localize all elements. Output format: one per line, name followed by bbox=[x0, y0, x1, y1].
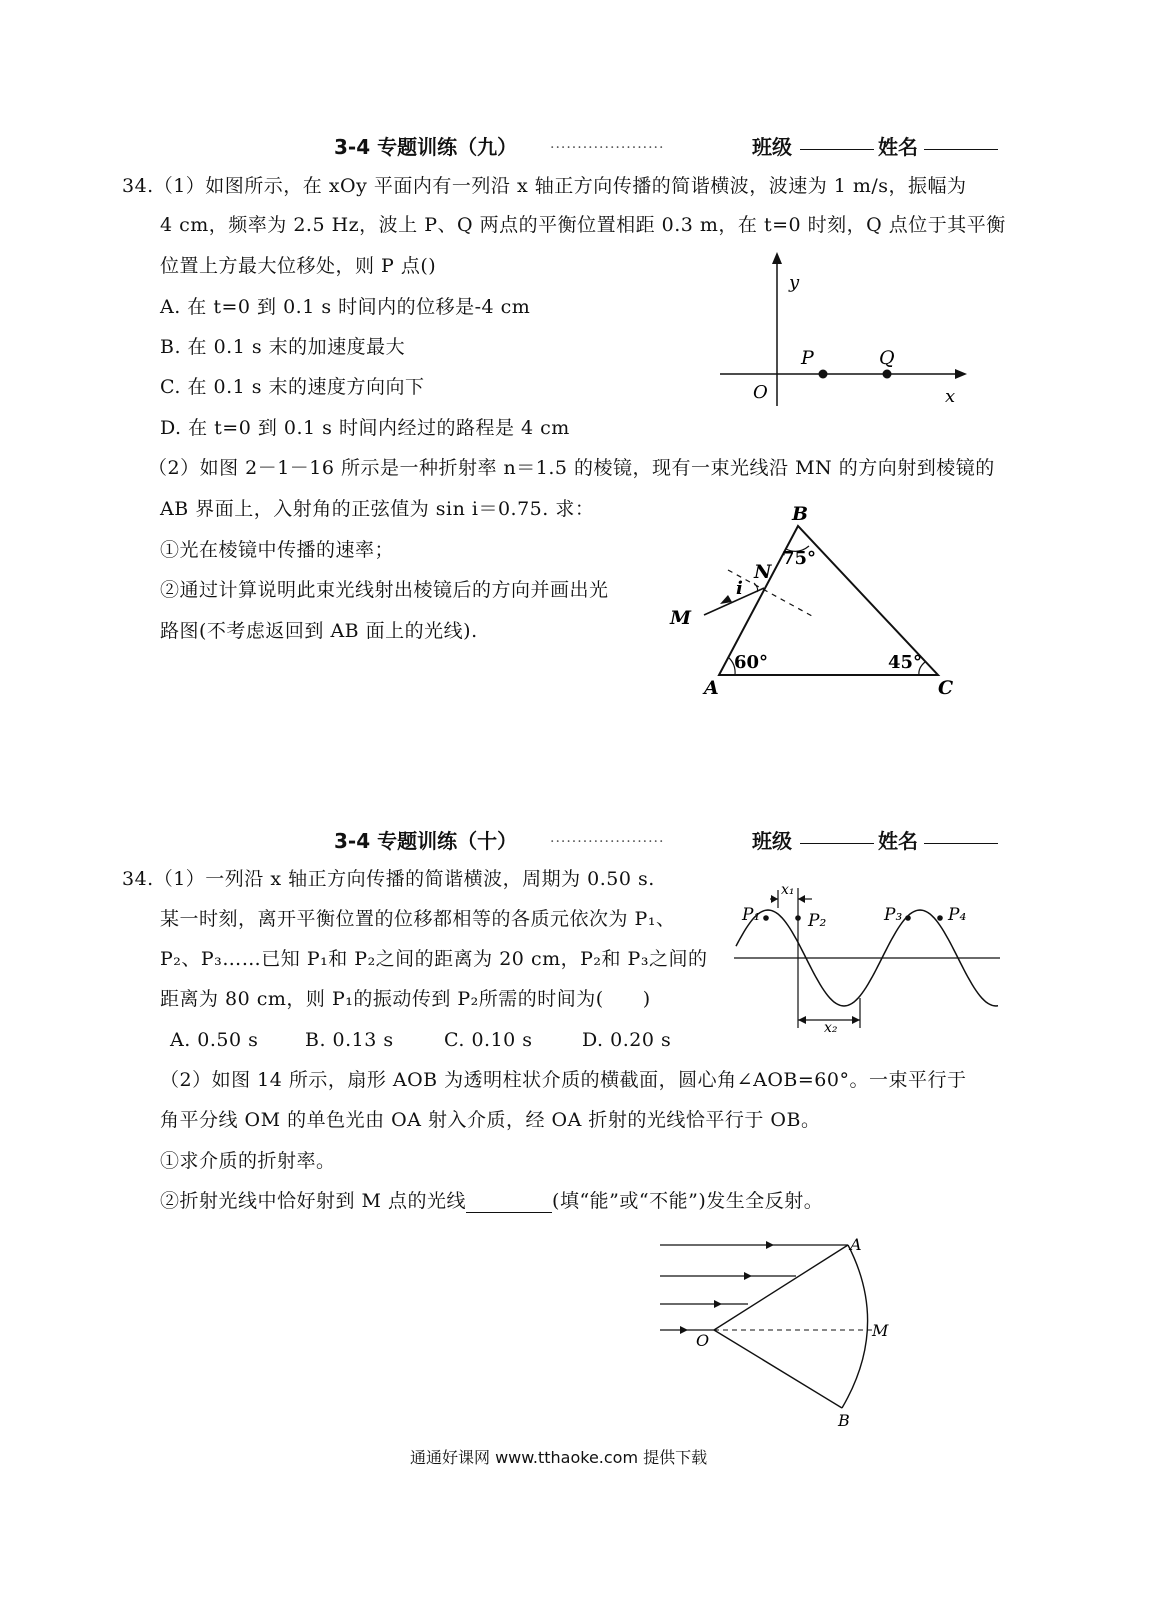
sector-o-label: O bbox=[696, 1331, 710, 1350]
s2-q1-line: 34.（1）一列沿 x 轴正方向传播的简谐横波，周期为 0.50 s. bbox=[122, 868, 655, 890]
s1-q1-option-c: C. 在 0.1 s 末的速度方向向下 bbox=[160, 376, 425, 398]
s2-q1-option-b: B. 0.13 s bbox=[305, 1029, 394, 1051]
s1-q1-line: 34.（1）如图所示，在 xOy 平面内有一列沿 x 轴正方向传播的简谐横波，波速为 1 m/s，振幅为 bbox=[122, 175, 967, 197]
x-axis-label: x bbox=[945, 386, 956, 407]
x2-label: x₂ bbox=[824, 1020, 838, 1032]
p2-label: P₂ bbox=[808, 911, 827, 931]
point-q bbox=[883, 370, 892, 379]
s2-q1-option-d: D. 0.20 s bbox=[582, 1029, 672, 1051]
section1-class-blank[interactable] bbox=[800, 131, 874, 150]
section1-name-label: 姓名 bbox=[878, 135, 918, 159]
s2-q2-last-prefix: ②折射光线中恰好射到 M 点的光线 bbox=[160, 1190, 467, 1212]
vertex-a-label: A bbox=[704, 677, 719, 699]
x1-label: x₁ bbox=[781, 882, 795, 898]
prism-figure bbox=[662, 498, 972, 703]
s2-q1-option-c: C. 0.10 s bbox=[444, 1029, 533, 1051]
vertex-b-label: B bbox=[792, 503, 809, 525]
sine-wave-figure bbox=[730, 882, 1005, 1032]
q-label: Q bbox=[879, 347, 895, 369]
origin-label: O bbox=[753, 382, 768, 403]
vertex-c-label: C bbox=[938, 677, 954, 699]
section1-title: 3-4 专题训练（九） bbox=[334, 135, 518, 159]
s1-q1-option-d: D. 在 t=0 到 0.1 s 时间内经过的路程是 4 cm bbox=[160, 417, 570, 439]
angle-i-label: i bbox=[736, 578, 743, 599]
section1-class-label: 班级 bbox=[752, 135, 792, 159]
p3-label: P₃ bbox=[884, 905, 903, 925]
s2-q2-last-line bbox=[160, 1189, 823, 1213]
s1-q2-line: ①光在棱镜中传播的速率； bbox=[160, 539, 395, 561]
section2-class-label: 班级 bbox=[752, 829, 792, 853]
section2-title: 3-4 专题训练（十） bbox=[334, 829, 518, 853]
s2-q2-line: （2）如图 14 所示，扇形 AOB 为透明柱状介质的横截面，圆心角∠AOB=60°。一束平行于 bbox=[160, 1069, 967, 1091]
s1-q2-line: ②通过计算说明此束光线射出棱镜后的方向并画出光 bbox=[160, 579, 609, 601]
s1-q1-option-a: A. 在 t=0 到 0.1 s 时间内的位移是-4 cm bbox=[160, 296, 531, 318]
s1-q2-line: 路图(不考虑返回到 AB 面上的光线). bbox=[160, 620, 478, 642]
s2-q1-line: P₂、P₃……已知 P₁和 P₂之间的距离为 20 cm，P₂和 P₃之间的 bbox=[160, 948, 708, 970]
sector-a-label: A bbox=[850, 1235, 862, 1254]
point-p bbox=[819, 370, 828, 379]
s2-q1-line: 某一时刻，离开平衡位置的位移都相等的各质元依次为 P₁、 bbox=[160, 908, 676, 930]
section1-name-blank[interactable] bbox=[924, 131, 998, 150]
wave-axes-figure bbox=[715, 248, 975, 408]
sector-b-label: B bbox=[838, 1411, 850, 1430]
angle-a-label: 60° bbox=[734, 652, 769, 673]
footer-text: 通通好课网 www.tthaoke.com 提供下载 bbox=[410, 1448, 708, 1467]
s2-q1-line: 距离为 80 cm，则 P₁的振动传到 P₂所需的时间为( ) bbox=[160, 988, 651, 1010]
section2-name-label: 姓名 bbox=[878, 829, 918, 853]
section2-name-blank[interactable] bbox=[924, 825, 998, 844]
angle-c-label: 45° bbox=[888, 652, 923, 673]
point-m-label: M bbox=[670, 607, 692, 629]
s1-q1-line: 位置上方最大位移处，则 P 点() bbox=[160, 255, 437, 277]
section2-title-dots: ..................... bbox=[550, 830, 665, 846]
angle-b-label: 75° bbox=[782, 548, 817, 569]
s1-q1-option-b: B. 在 0.1 s 末的加速度最大 bbox=[160, 336, 406, 358]
s1-q2-line: （2）如图 2－1－16 所示是一种折射率 n＝1.5 的棱镜，现有一束光线沿 MN 的方向射到棱镜的 bbox=[148, 457, 995, 479]
section1-title-dots: ..................... bbox=[550, 136, 665, 152]
section2-class-blank[interactable] bbox=[800, 825, 874, 844]
s2-q2-line: ①求介质的折射率。 bbox=[160, 1150, 336, 1172]
p1-label: P₁ bbox=[742, 905, 761, 925]
answer-blank[interactable] bbox=[466, 1194, 552, 1213]
y-axis-label: y bbox=[789, 272, 800, 293]
s2-q2-line: 角平分线 OM 的单色光由 OA 射入介质，经 OA 折射的光线恰平行于 OB。 bbox=[160, 1109, 821, 1131]
p4-label: P₄ bbox=[948, 905, 967, 925]
sector-figure bbox=[652, 1232, 902, 1432]
s2-q1-option-a: A. 0.50 s bbox=[170, 1029, 259, 1051]
sector-m-label: M bbox=[872, 1321, 889, 1340]
p-label: P bbox=[801, 347, 814, 369]
point-n-label: N bbox=[754, 561, 772, 583]
s1-q1-line: 4 cm，频率为 2.5 Hz，波上 P、Q 两点的平衡位置相距 0.3 m，在 t=0 时刻，Q 点位于其平衡 bbox=[160, 214, 1006, 236]
s2-q2-last-suffix: (填“能”或“不能”)发生全反射。 bbox=[552, 1190, 824, 1212]
s1-q2-line: AB 界面上，入射角的正弦值为 sin i＝0.75. 求： bbox=[160, 498, 595, 520]
